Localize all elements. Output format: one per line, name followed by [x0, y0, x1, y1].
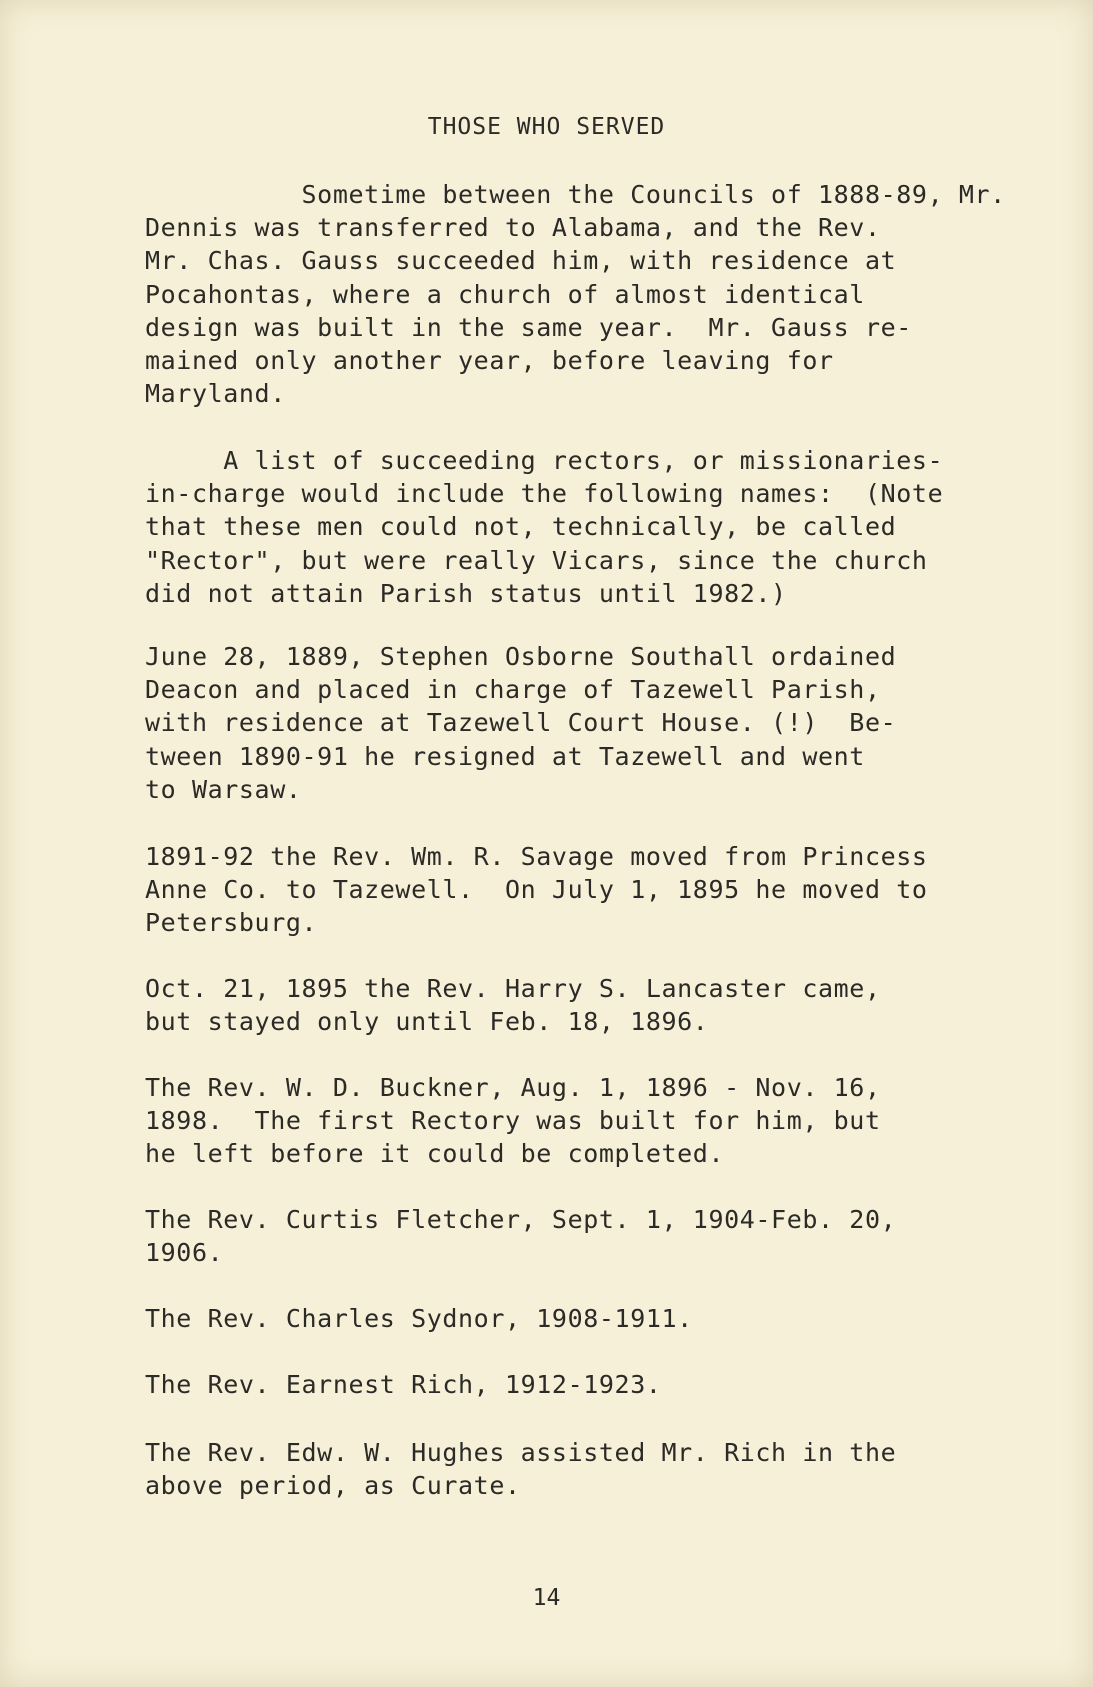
paragraph-rectors-list-intro: A list of succeeding rectors, or missionaries- in-charge would include the following names: (Note that these men could not, technically, be called "Rector", but were really Vicars, since the church did not attain Parish status until 1982.) — [145, 446, 944, 608]
paragraph-savage: 1891-92 the Rev. Wm. R. Savage moved from Princess Anne Co. to Tazewell. On July 1, 1895 he moved to Petersburg. — [145, 842, 928, 938]
paragraph-fletcher: The Rev. Curtis Fletcher, Sept. 1, 1904-Feb. 20, 1906. — [145, 1205, 897, 1268]
paragraph-southall: June 28, 1889, Stephen Osborne Southall ordained Deacon and placed in charge of Tazewell Parish, with residence at Tazewell Court House. (!) Be- tween 1890-91 he resigned at Tazewell and went to Warsaw. — [145, 642, 897, 804]
paragraph-councils: Sometime between the Councils of 1888-89, Mr. Dennis was transferred to Alabama, and the Rev. Mr. Chas. Gauss succeeded him, with residence at Pocahontas, where a church of almost identical design was built in the same year. Mr. Gauss re- mained only another year, before leaving for Maryland. — [145, 180, 1006, 409]
page-title: THOSE WHO SERVED — [427, 114, 666, 140]
paragraph-sydnor: The Rev. Charles Sydnor, 1908-1911. — [145, 1304, 693, 1333]
page-number: 14 — [532, 1585, 561, 1611]
paragraph-buckner: The Rev. W. D. Buckner, Aug. 1, 1896 - Nov. 16, 1898. The first Rectory was built for him, but he left before it could be completed. — [145, 1073, 881, 1169]
paragraph-hughes: The Rev. Edw. W. Hughes assisted Mr. Rich in the above period, as Curate. — [145, 1438, 897, 1501]
paragraph-lancaster: Oct. 21, 1895 the Rev. Harry S. Lancaster came, but stayed only until Feb. 18, 1896. — [145, 974, 881, 1037]
paragraph-rich: The Rev. Earnest Rich, 1912-1923. — [145, 1370, 662, 1399]
